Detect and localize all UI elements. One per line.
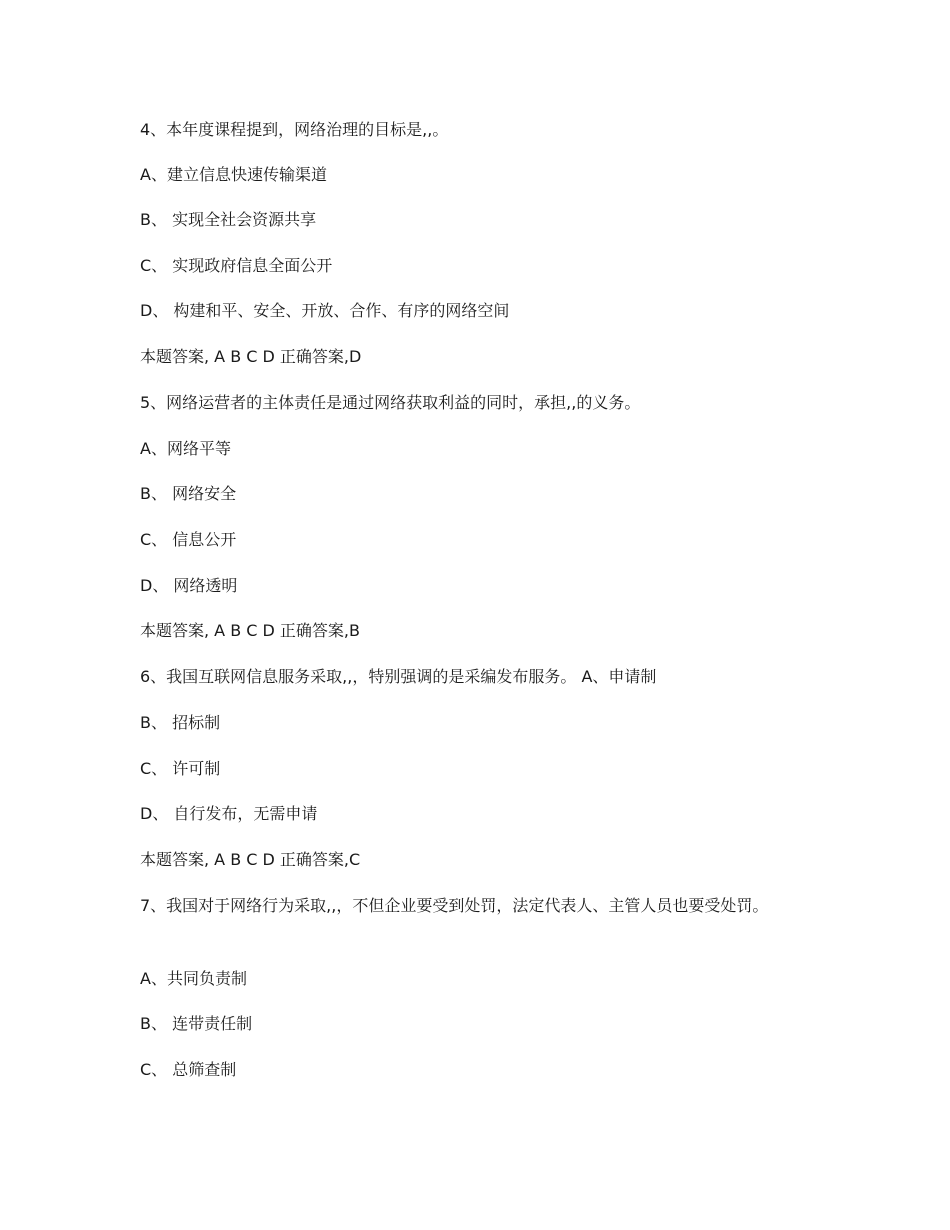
question-6-answer: 本题答案, A B C D 正确答案,C — [140, 850, 361, 869]
question-5-stem: 5、网络运营者的主体责任是通过网络获取利益的同时，承担,,的义务。 — [140, 393, 641, 412]
question-5-answer: 本题答案, A B C D 正确答案,B — [140, 621, 360, 640]
question-7-option-c: C、 总筛查制 — [140, 1060, 237, 1079]
question-7-option-b: B、 连带责任制 — [140, 1014, 253, 1033]
question-4-option-b: B、 实现全社会资源共享 — [140, 210, 317, 229]
question-5-option-a: A、网络平等 — [140, 439, 231, 458]
question-7-option-a: A、共同负责制 — [140, 969, 247, 988]
question-4-option-c: C、 实现政府信息全面公开 — [140, 256, 333, 275]
question-6-stem: 6、我国互联网信息服务采取,,，特别强调的是采编发布服务。 A、申请制 — [140, 667, 657, 686]
question-6-option-b: B、 招标制 — [140, 713, 221, 732]
question-4-answer: 本题答案, A B C D 正确答案,D — [140, 347, 362, 366]
question-4-option-a: A、建立信息快速传输渠道 — [140, 165, 327, 184]
question-6-option-d: D、 自行发布，无需申请 — [140, 804, 318, 823]
question-4-stem: 4、本年度课程提到，网络治理的目标是,,。 — [140, 120, 449, 139]
question-5-option-b: B、 网络安全 — [140, 484, 237, 503]
question-5-option-c: C、 信息公开 — [140, 530, 237, 549]
question-6-option-c: C、 许可制 — [140, 759, 221, 778]
question-7-stem: 7、我国对于网络行为采取,,，不但企业要受到处罚，法定代表人、主管人员也要受处罚。 — [140, 896, 769, 915]
question-4-option-d: D、 构建和平、安全、开放、合作、有序的网络空间 — [140, 301, 510, 320]
question-5-option-d: D、 网络透明 — [140, 576, 238, 595]
